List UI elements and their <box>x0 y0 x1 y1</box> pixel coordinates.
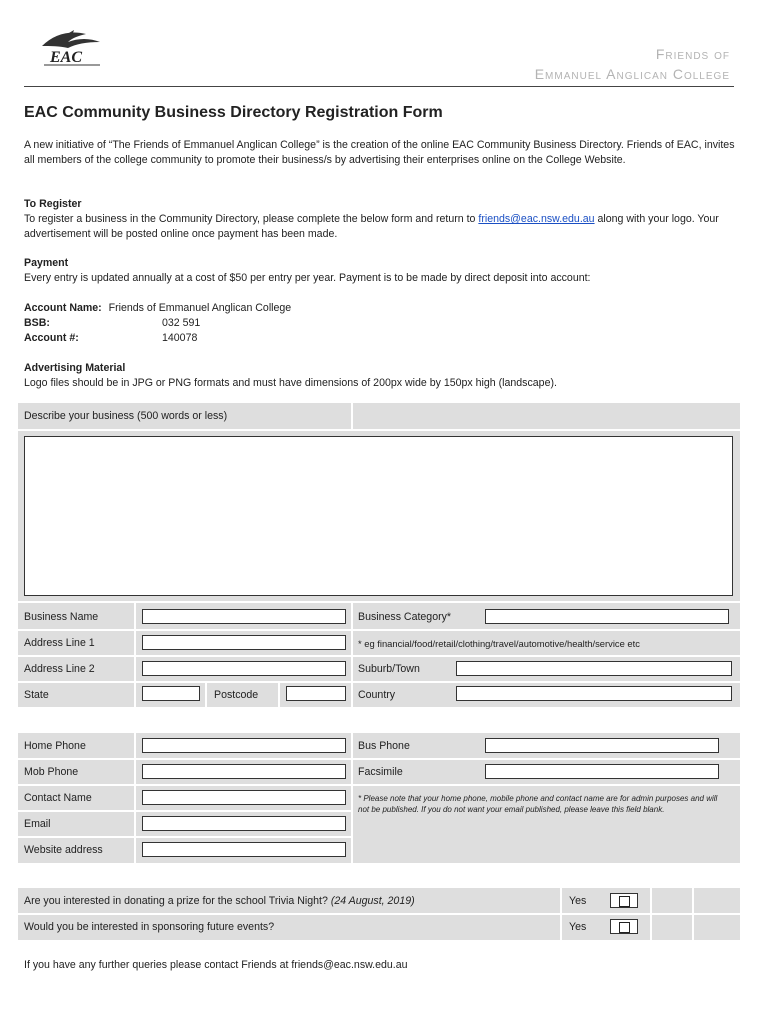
register-paragraph <box>24 212 744 242</box>
describe-business-textarea[interactable] <box>24 436 733 596</box>
page-title: EAC Community Business Directory Registration Form <box>24 104 443 121</box>
intro-paragraph: A new initiative of “The Friends of Emmanuel Anglican College” is the creation of the online EAC Community Business Directory. Friends of EAC, invites all members of the college community to promote their business/s by advertising their enterprises online on the College Website. <box>24 139 735 166</box>
address-line2-input[interactable] <box>142 661 346 676</box>
business-name-input[interactable] <box>142 609 346 624</box>
describe-business-label: Describe your business (500 words or less) <box>24 410 228 422</box>
sponsor-yes-checkbox[interactable] <box>610 919 638 934</box>
logo-text: EAC <box>50 49 83 66</box>
eac-logo <box>34 28 114 68</box>
trivia-question-text: Are you interested in donating a prize for the school Trivia Night? <box>24 895 331 907</box>
postcode-input[interactable] <box>286 686 346 701</box>
account-number-value: 140078 <box>162 332 198 344</box>
sponsor-question: Would you be interested in sponsoring future events? <box>24 921 275 933</box>
payment-heading: Payment <box>24 257 69 269</box>
payment-text: Every entry is updated annually at a cost of $50 per entry per year. Payment is to be made by direct deposit into account: <box>24 272 591 284</box>
country-label: Country <box>358 689 396 701</box>
bus-phone-input[interactable] <box>485 738 719 753</box>
contact-details-section <box>18 733 740 863</box>
org-name-line2: Emmanuel Anglican College <box>534 66 730 82</box>
org-name-line1: Friends of <box>655 46 730 62</box>
questions-section <box>18 888 740 940</box>
register-heading: To Register <box>24 198 82 210</box>
trivia-date: (24 August, 2019) <box>330 895 415 907</box>
trivia-question <box>24 895 415 907</box>
account-number-label: Account #: <box>24 332 79 344</box>
state-label: State <box>24 689 49 701</box>
suburb-input[interactable] <box>456 661 732 676</box>
advertising-heading: Advertising Material <box>24 362 126 374</box>
mob-phone-input[interactable] <box>142 764 346 779</box>
country-input[interactable] <box>456 686 732 701</box>
email-input[interactable] <box>142 816 346 831</box>
state-input[interactable] <box>142 686 200 701</box>
business-category-label: Business Category* <box>358 611 452 623</box>
account-name-row <box>24 301 291 316</box>
footer-contact: If you have any further queries please contact Friends at friends@eac.nsw.edu.au <box>24 959 408 971</box>
register-text-after: along with your logo. Your advertisement will be posted online once payment has been made. <box>24 213 719 240</box>
home-phone-input[interactable] <box>142 738 346 753</box>
bsb-label: BSB: <box>24 317 50 329</box>
register-text-before: To register a business in the Community Directory, please complete the below form and return to <box>24 213 479 225</box>
address-line2-label: Address Line 2 <box>24 663 95 675</box>
home-phone-label: Home Phone <box>24 740 86 752</box>
facsimile-input[interactable] <box>485 764 719 779</box>
bsb-value: 032 591 <box>162 317 201 329</box>
contact-name-label: Contact Name <box>24 792 92 804</box>
facsimile-label: Facsimile <box>358 766 403 778</box>
bus-phone-label: Bus Phone <box>358 740 410 752</box>
advertising-text: Logo files should be in JPG or PNG formats and must have dimensions of 200px wide by 150px high (landscape). <box>24 377 557 389</box>
address-line1-label: Address Line 1 <box>24 637 95 649</box>
bsb-row <box>24 316 200 331</box>
sponsor-yes-label: Yes <box>569 921 587 933</box>
business-name-label: Business Name <box>24 611 99 623</box>
account-name-label: Account Name: <box>24 302 102 314</box>
suburb-label: Suburb/Town <box>358 663 420 675</box>
address-line1-input[interactable] <box>142 635 346 650</box>
postcode-label: Postcode <box>214 689 259 701</box>
website-input[interactable] <box>142 842 346 857</box>
mob-phone-label: Mob Phone <box>24 766 79 778</box>
privacy-note: * Please note that your home phone, mobile phone and contact name are for admin purposes and will not be published. If you do not want your email published, please leave this field blank. <box>358 794 718 814</box>
email-label: Email <box>24 818 51 830</box>
account-name-value: Friends of Emmanuel Anglican College <box>108 302 292 314</box>
trivia-yes-label: Yes <box>569 895 587 907</box>
website-label: Website address <box>24 844 103 856</box>
account-number-row <box>24 331 197 346</box>
trivia-yes-checkbox[interactable] <box>610 893 638 908</box>
business-category-input[interactable] <box>485 609 729 624</box>
business-details-section <box>18 403 740 707</box>
contact-name-input[interactable] <box>142 790 346 805</box>
header-divider <box>24 86 734 87</box>
category-hint: * eg financial/food/retail/clothing/travel/automotive/health/service etc <box>358 638 640 649</box>
register-email-link[interactable]: friends@eac.nsw.edu.au <box>478 213 595 225</box>
